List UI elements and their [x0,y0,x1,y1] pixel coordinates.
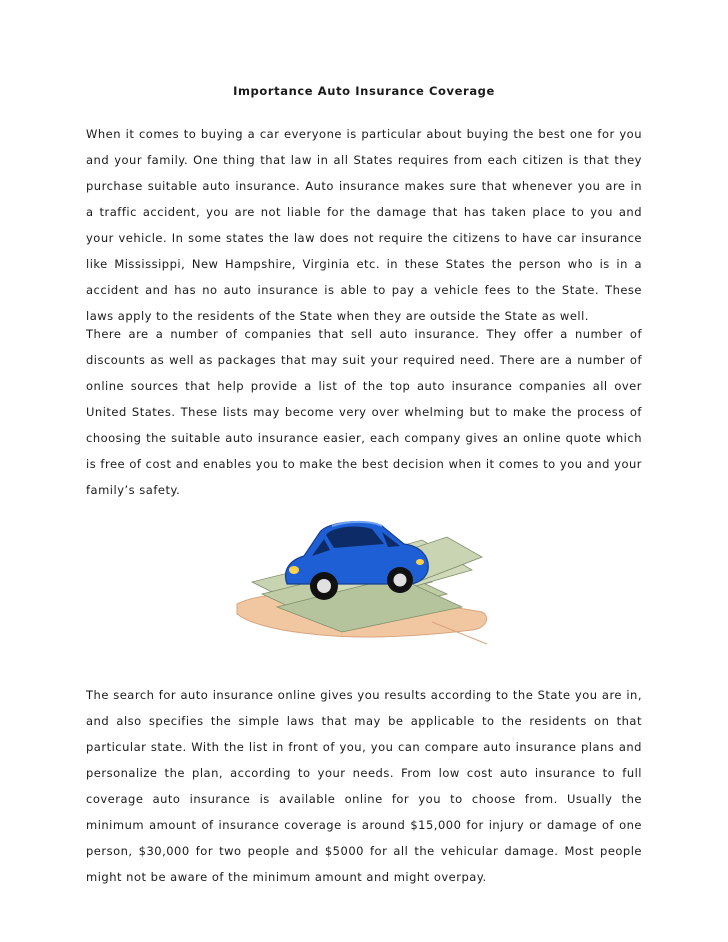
paragraph-2: There are a number of companies that sell auto insurance. They offer a number of discounts as well as packages that may suit your required need. There are a number of online sources that help provide a list of the top auto insurance companies all over United States. These lists may become very over whelming but to make the process of choosing the suitable auto insurance easier, each company gives an online quote which is free of cost and enables you to make the best decision when it comes to you and your family’s safety. [86,327,642,497]
paragraph-3: The search for auto insurance online gives you results according to the State you are in, and also specifies the simple laws that may be applicable to the residents on that particular state. With the list in front of you, you can compare auto insurance plans and personalize the plan, according to your needs. From low cost auto insurance to full coverage auto insurance is available online for you to choose from. Usually the minimum amount of insurance coverage is around $15,000 for injury or damage of one person, $30,000 for two people and $5000 for all the vehicular damage. Most people might not be aware of the minimum amount and might overpay. [86,688,642,884]
paragraph-1: When it comes to buying a car everyone is particular about buying the best one for you and your family. One thing that law in all States requires from each citizen is that they purchase suitable auto insurance. Auto insurance makes sure that whenever you are in a traffic accident, you are not liable for the damage that has taken place to you and your vehicle. In some states the law does not require the citizens to have car insurance like Mississippi, New Hampshire, Virginia etc. in these States the person who is in a accident and has no auto insurance is able to pay a vehicle fees to the State. These laws apply to the residents of the State when they are outside the State as well. [86,127,642,323]
car-on-money-in-hand-image [232,512,492,647]
document-title: Importance Auto Insurance Coverage [233,84,495,98]
